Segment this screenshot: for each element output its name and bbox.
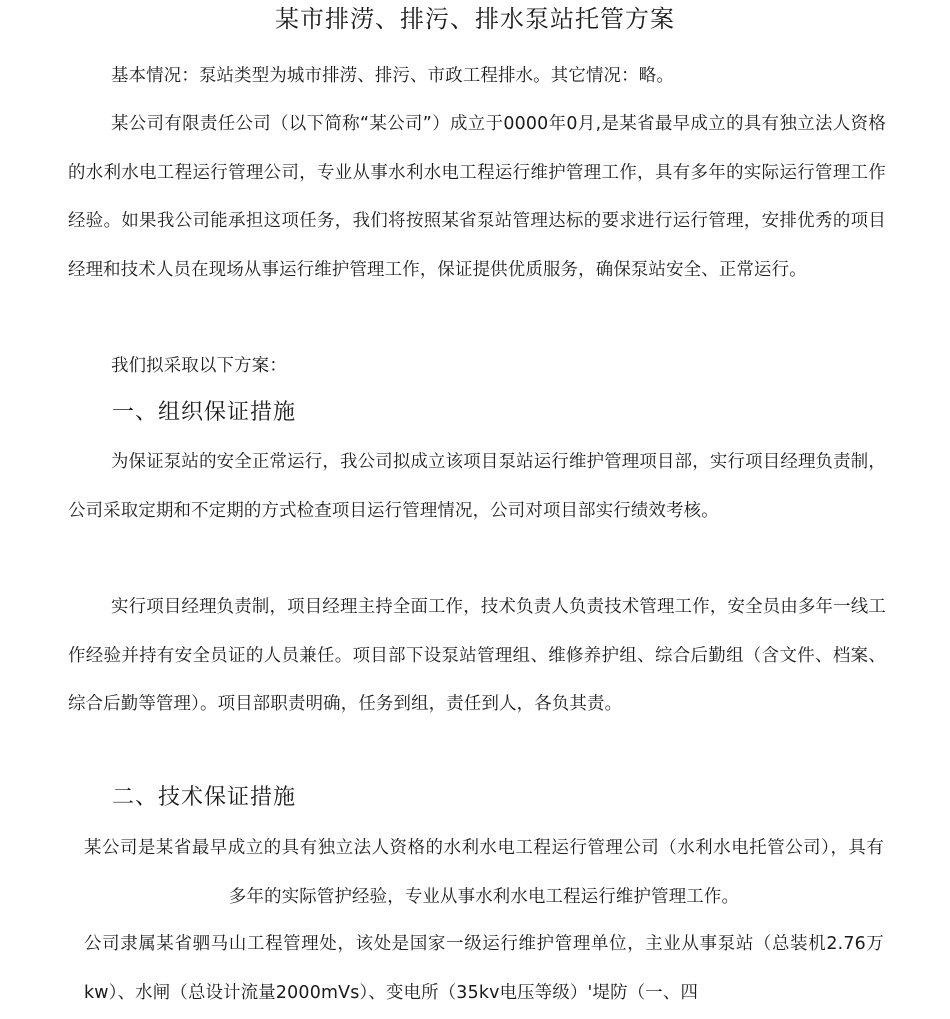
heading-technical: 二、技术保证措施 bbox=[112, 785, 297, 810]
document-title: 某市排涝、排污、排水泵站托管方案 bbox=[275, 5, 675, 33]
paragraph-technical-2: 公司隶属某省驷马山工程管理处，该处是国家一级运行维护管理单位，主业从事泵站（总装机2.76万kw）、水闸（总设计流量2000mVs）、变电所（35kv电压等级）'堤防（一、四 bbox=[84, 934, 884, 1003]
paragraph-organization-2: 实行项目经理负责制，项目经理主持全面工作，技术负责人负责技术管理工作，安全员由多年一线工作经验并持有安全员证的人员兼任。项目部下设泵站管理组、维修养护组、综合后勤组（含文件、档案、综合后勤等管理）。项目部职责明确，任务到组，责任到人，各负其责。 bbox=[68, 597, 886, 714]
paragraph-company-intro: 某公司有限责任公司（以下简称“某公司”）成立于0000年0月,是某省最早成立的具有独立法人资格的水利水电工程运行管理公司，专业从事水利水电工程运行维护管理工作，具有多年的实际运行管理工作经验。如果我公司能承担这项任务，我们将按照某省泵站管理达标的要求进行运行管理，安排优秀的项目经理和技术人员在现场从事运行维护管理工作，保证提供优质服务，确保泵站安全、正常运行。 bbox=[68, 114, 886, 280]
paragraph-plan-intro: 我们拟采取以下方案： bbox=[111, 356, 287, 376]
paragraph-basic-info: 基本情况：泵站类型为城市排涝、排污、市政工程排水。其它情况：略。 bbox=[111, 66, 674, 86]
paragraph-technical-1: 某公司是某省最早成立的具有独立法人资格的水利水电工程运行管理公司（水利水电托管公司），具有多年的实际管护经验，专业从事水利水电工程运行维护管理工作。 bbox=[84, 838, 884, 907]
heading-organization: 一、组织保证措施 bbox=[112, 400, 297, 425]
paragraph-organization-1: 为保证泵站的安全正常运行，我公司拟成立该项目泵站运行维护管理项目部，实行项目经理负责制，公司采取定期和不定期的方式检查项目运行管理情况，公司对项目部实行绩效考核。 bbox=[68, 452, 886, 521]
